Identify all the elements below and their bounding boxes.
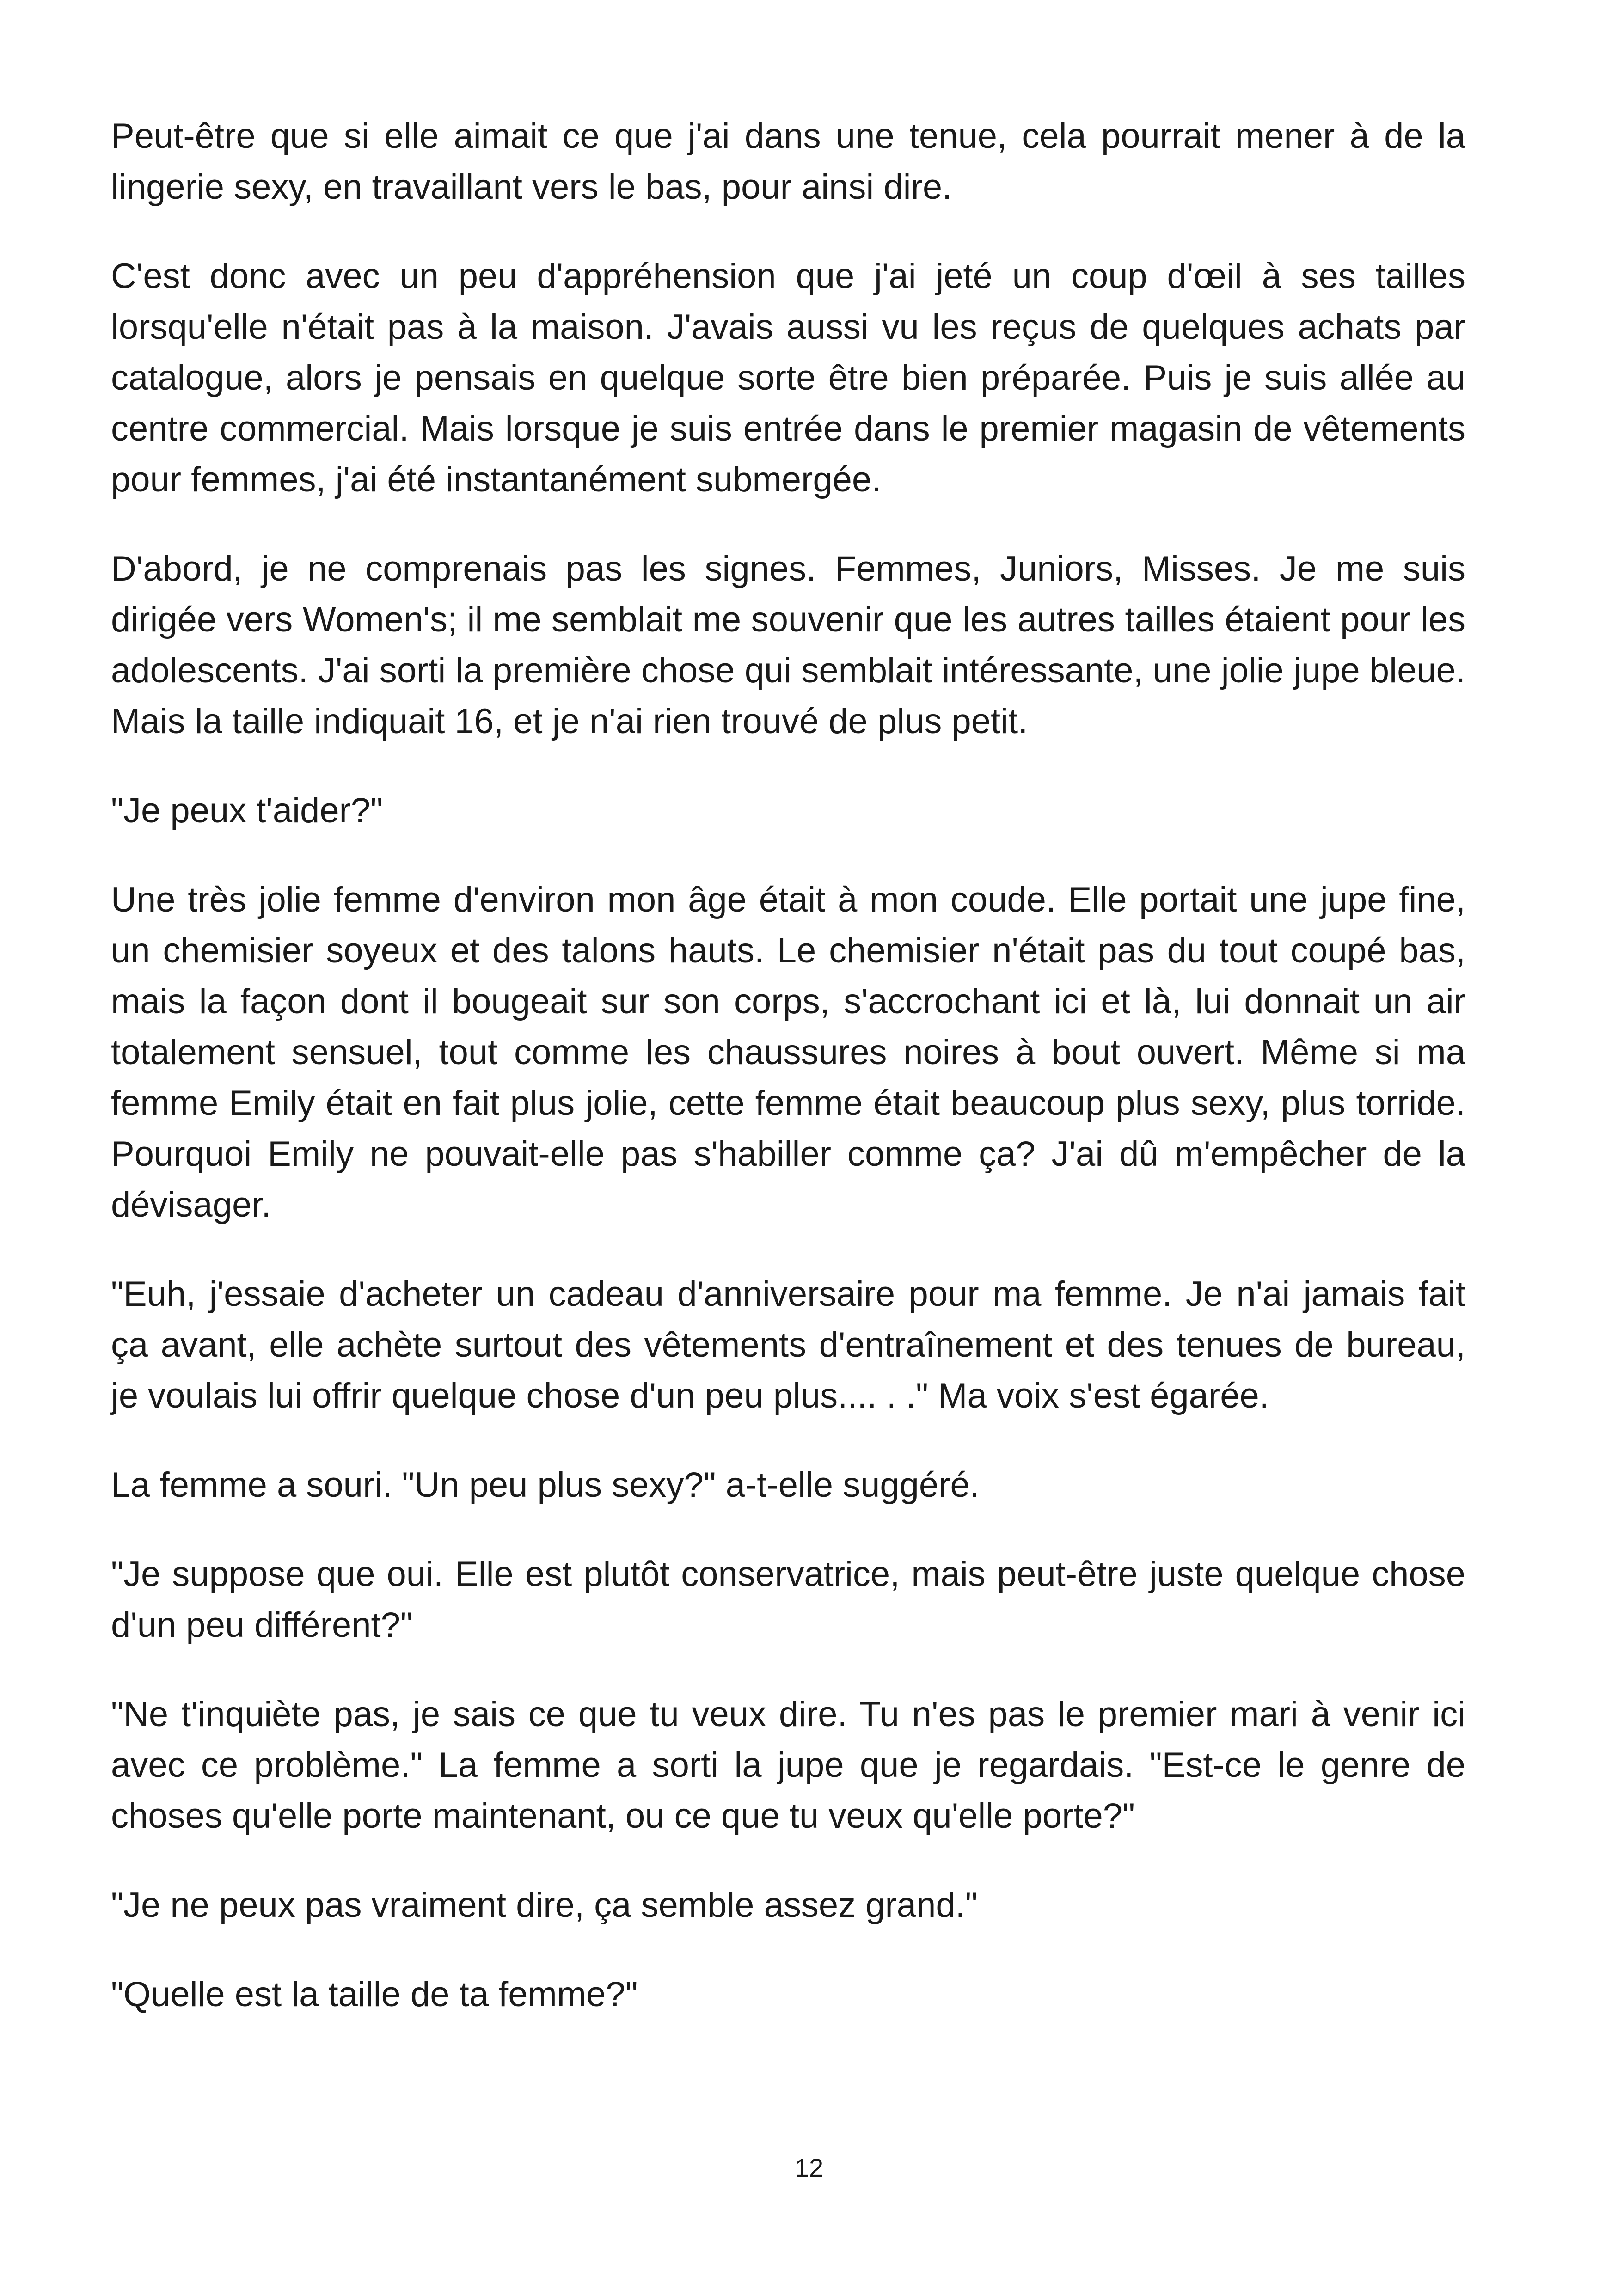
paragraph: "Je suppose que oui. Elle est plutôt conservatrice, mais peut-être juste quelque chose d'un peu différent?": [111, 1555, 1465, 1645]
paragraph: La femme a souri. "Un peu plus sexy?" a-t-elle suggéré.: [111, 1465, 980, 1505]
paragraph: "Quelle est la taille de ta femme?": [111, 1975, 638, 2014]
paragraph: D'abord, je ne comprenais pas les signes. Femmes, Juniors, Misses. Je me suis dirigée vers Women's; il me semblait me souvenir que les autres tailles étaient pour les adolescents. J'ai sorti la première chose qui semblait intéressante, une jolie jupe bleue. Mais la taille indiquait 16, et je n'ai rien trouvé de plus petit.: [111, 549, 1465, 741]
body-text: [111, 111, 1465, 2058]
paragraph: "Euh, j'essaie d'acheter un cadeau d'anniversaire pour ma femme. Je n'ai jamais fait ça avant, elle achète surtout des vêtements d'entraînement et des tenues de bureau, je voulais lui offrir quelque chose d'un peu plus.... . ." Ma voix s'est égarée.: [111, 1274, 1465, 1415]
paragraph: "Je peux t'aider?": [111, 791, 383, 830]
paragraph: C'est donc avec un peu d'appréhension que j'ai jeté un coup d'œil à ses tailles lorsqu'elle n'était pas à la maison. J'avais aussi vu les reçus de quelques achats par catalogue, alors je pensais en quelque sorte être bien préparée. Puis je suis allée au centre commercial. Mais lorsque je suis entrée dans le premier magasin de vêtements pour femmes, j'ai été instantanément submergée.: [111, 257, 1465, 499]
paragraph: "Ne t'inquiète pas, je sais ce que tu veux dire. Tu n'es pas le premier mari à venir ici avec ce problème." La femme a sorti la jupe que je regardais. "Est-ce le genre de choses qu'elle porte maintenant, ou ce que tu veux qu'elle porte?": [111, 1695, 1465, 1836]
page-number: 12: [794, 2153, 824, 2182]
paragraph: Peut-être que si elle aimait ce que j'ai dans une tenue, cela pourrait mener à de la lingerie sexy, en travaillant vers le bas, pour ainsi dire.: [111, 116, 1465, 207]
paragraph: Une très jolie femme d'environ mon âge était à mon coude. Elle portait une jupe fine, un chemisier soyeux et des talons hauts. Le chemisier n'était pas du tout coupé bas, mais la façon dont il bougeait sur son corps, s'accrochant ici et là, lui donnait un air totalement sensuel, tout comme les chaussures noires à bout ouvert. Même si ma femme Emily était en fait plus jolie, cette femme était beaucoup plus sexy, plus torride. Pourquoi Emily ne pouvait-elle pas s'habiller comme ça? J'ai dû m'empêcher de la dévisager.: [111, 880, 1465, 1225]
paragraph: "Je ne peux pas vraiment dire, ça semble assez grand.": [111, 1886, 978, 1925]
